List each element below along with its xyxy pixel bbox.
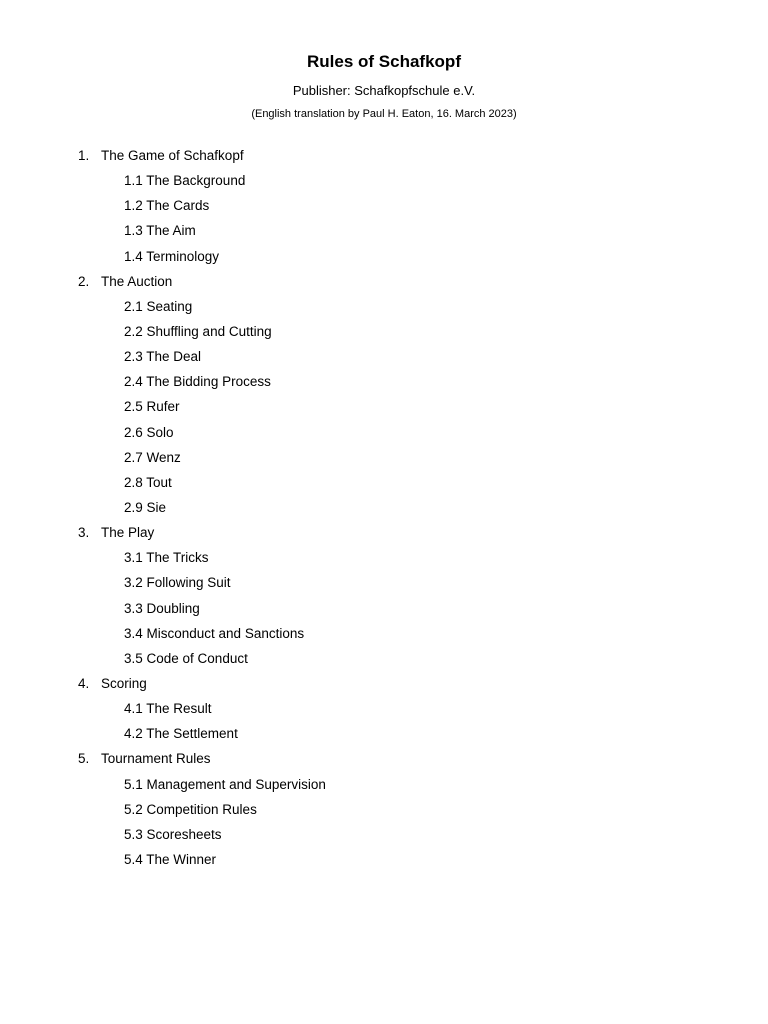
toc-section-5 xyxy=(0,746,768,771)
toc-subsection xyxy=(0,319,768,344)
toc-section-1 xyxy=(0,143,768,168)
table-of-contents xyxy=(0,143,768,872)
toc-subsection xyxy=(0,294,768,319)
subsection-title: 2.4 The Bidding Process xyxy=(124,374,271,390)
subsection-title: 2.6 Solo xyxy=(124,424,174,440)
section-number: 1. xyxy=(78,148,90,163)
toc-subsection xyxy=(0,445,768,470)
subsection-title: 2.9 Sie xyxy=(124,499,167,515)
section-title: Scoring xyxy=(101,675,147,691)
subsection-title: 5.1 Management and Supervision xyxy=(124,776,326,792)
section-title: The Game of Schafkopf xyxy=(101,148,244,163)
subsection-title: 2.5 Rufer xyxy=(124,399,180,415)
section-number: 4. xyxy=(78,675,90,691)
toc-subsection xyxy=(0,822,768,847)
toc-subsection xyxy=(0,847,768,872)
subsection-title: 3.1 The Tricks xyxy=(124,550,209,566)
section-number: 2. xyxy=(78,273,90,289)
subsection-title: 4.1 The Result xyxy=(124,701,212,717)
subsection-title: 3.5 Code of Conduct xyxy=(124,650,248,666)
toc-subsection xyxy=(0,721,768,746)
section-number: 3. xyxy=(78,525,90,541)
toc-subsection xyxy=(0,168,768,193)
section-title: The Auction xyxy=(101,273,173,289)
section-title: The Play xyxy=(101,525,155,541)
toc-subsection xyxy=(0,344,768,369)
toc-subsection xyxy=(0,696,768,721)
subsection-title: 1.3 The Aim xyxy=(124,223,196,239)
toc-subsection xyxy=(0,772,768,797)
subsection-title: 2.3 The Deal xyxy=(124,349,202,365)
toc-subsection xyxy=(0,244,768,269)
subsection-title: 3.3 Doubling xyxy=(124,600,200,616)
page-title: Rules of Schafkopf xyxy=(307,52,461,71)
subsection-title: 3.4 Misconduct and Sanctions xyxy=(124,625,305,641)
subsection-title: 5.3 Scoresheets xyxy=(124,826,222,842)
subsection-title: 1.2 The Cards xyxy=(124,198,210,214)
toc-subsection xyxy=(0,596,768,621)
subsection-title: 2.7 Wenz xyxy=(124,449,181,465)
toc-subsection xyxy=(0,797,768,822)
subsection-title: 4.2 The Settlement xyxy=(124,726,238,742)
subsection-title: 2.8 Tout xyxy=(124,474,172,490)
toc-subsection xyxy=(0,218,768,243)
subsection-title: 5.2 Competition Rules xyxy=(124,801,257,817)
toc-subsection xyxy=(0,470,768,495)
toc-section-2 xyxy=(0,269,768,294)
toc-subsection xyxy=(0,369,768,394)
subsection-title: 5.4 The Winner xyxy=(124,851,217,867)
toc-subsection xyxy=(0,545,768,570)
subsection-title: 3.2 Following Suit xyxy=(124,575,231,591)
section-title: Tournament Rules xyxy=(101,751,211,767)
subsection-title: 1.1 The Background xyxy=(124,173,246,189)
translation-note: (English translation by Paul H. Eaton, 16. March 2023) xyxy=(251,108,517,120)
toc-section-3 xyxy=(0,520,768,545)
toc-subsection xyxy=(0,495,768,520)
subsection-title: 2.1 Seating xyxy=(124,298,193,314)
subsection-title: 2.2 Shuffling and Cutting xyxy=(124,323,272,339)
toc-subsection xyxy=(0,621,768,646)
toc-section-4 xyxy=(0,671,768,696)
subsection-title: 1.4 Terminology xyxy=(124,248,220,264)
toc-subsection xyxy=(0,193,768,218)
toc-subsection xyxy=(0,570,768,595)
section-number: 5. xyxy=(78,751,90,767)
toc-subsection xyxy=(0,646,768,671)
toc-subsection xyxy=(0,420,768,445)
publisher-line: Publisher: Schafkopfschule e.V. xyxy=(292,83,476,98)
toc-subsection xyxy=(0,394,768,419)
